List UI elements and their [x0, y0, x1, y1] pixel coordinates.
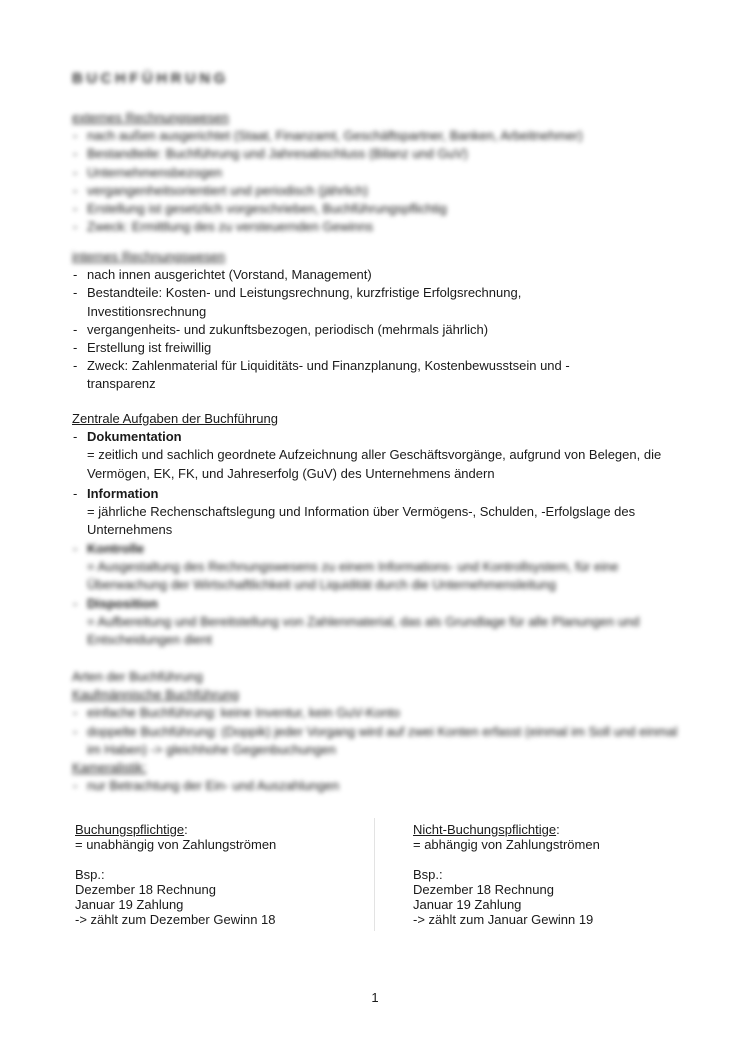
subheading-kaufm: Kaufmännische Buchführung — [72, 687, 239, 703]
page-title: BUCHFÜHRUNG — [72, 70, 229, 87]
list-item: - Bestandteile: Kosten- und Leistungsrechnung, kurzfristige Erfolgsrechnung, Investitionsrechnung — [72, 284, 612, 320]
page-number: 1 — [371, 990, 379, 1005]
example-line: -> zählt zum Januar Gewinn 19 — [413, 912, 594, 927]
task-term: Dokumentation — [87, 429, 182, 445]
list-item: - doppelte Buchführung: (Doppik) jeder Vorgang wird auf zwei Konten erfasst (einmal im Soll und einmal im Haben) -> gleichhohe Gegenbuchungen — [72, 723, 684, 759]
task-definition: = Aufbereitung und Bereitstellung von Zahlenmaterial, das als Grundlage für alle Planungen und Entscheidungen dient — [87, 613, 640, 648]
column-heading: Nicht-Buchungspflichtige — [413, 822, 557, 837]
column-heading: Buchungspflichtige — [75, 822, 185, 837]
list-item: - Erstellung ist gesetzlich vorgeschrieben, Buchführungspflichtig — [72, 200, 583, 218]
list-item: - Unternehmensbezogen — [72, 164, 583, 182]
internal-list — [72, 266, 612, 393]
task-term: Information — [87, 485, 159, 501]
list-item — [72, 595, 684, 650]
example-label: Bsp.: — [413, 867, 443, 882]
section-internal — [72, 248, 612, 394]
list-item: - nur Betrachtung der Ein- und Auszahlungen — [72, 777, 684, 795]
kameral-list — [72, 777, 684, 795]
column-line: = unabhängig von Zahlungströmen — [75, 837, 277, 852]
list-item — [72, 428, 684, 483]
column-buchungspflichtige — [75, 822, 276, 927]
tasks-list-continued — [72, 540, 684, 649]
list-item: - Zweck: Ermittlung des zu versteuernden Gewinns — [72, 218, 583, 236]
example-line: Januar 19 Zahlung — [413, 897, 522, 912]
list-item: - nach außen ausgerichtet (Staat, Finanzamt, Geschäftspartner, Banken, Arbeitnehmer) — [72, 127, 583, 145]
section-tasks-continued — [72, 540, 684, 649]
kaufm-list — [72, 704, 684, 759]
section-tasks — [72, 410, 684, 539]
section-types — [72, 668, 684, 795]
task-definition: = Ausgestaltung des Rechnungswesens zu einem Informations- und Kontrollsystem, für eine Überwachung der Wirtschaftlichkeit und Liquidität durch die Unternehmensleitung — [87, 559, 619, 593]
example-line: -> zählt zum Dezember Gewinn 18 — [75, 912, 276, 927]
section-heading-external: externes Rechnungswesen — [72, 110, 229, 125]
subheading-kameral: Kameralistik: — [72, 760, 147, 776]
column-divider — [374, 818, 375, 931]
list-item: - nach innen ausgerichtet (Vorstand, Management) — [72, 266, 612, 284]
task-term: Disposition — [87, 595, 158, 611]
column-nicht-buchungspflichtige — [413, 822, 600, 927]
example-line: Dezember 18 Rechnung — [75, 882, 216, 897]
column-line: = abhängig von Zahlungströmen — [413, 837, 600, 852]
task-term: Kontrolle — [87, 541, 145, 556]
column-heading-colon: : — [556, 822, 560, 837]
list-item — [72, 540, 684, 595]
section-heading-types: Arten der Buchführung — [72, 669, 203, 684]
external-list — [72, 127, 583, 236]
column-heading-colon: : — [184, 822, 188, 837]
section-heading-internal: internes Rechnungswesen — [72, 249, 226, 264]
example-line: Dezember 18 Rechnung — [413, 882, 554, 897]
example-line: Januar 19 Zahlung — [75, 897, 184, 912]
section-heading-tasks: Zentrale Aufgaben der Buchführung — [72, 411, 278, 426]
list-item: - Bestandteile: Buchführung und Jahresabschluss (Bilanz und GuV) — [72, 145, 583, 163]
section-external — [72, 109, 583, 236]
list-item: - Erstellung ist freiwillig — [72, 339, 612, 357]
list-item — [72, 485, 684, 540]
list-item: - Zweck: Zahlenmaterial für Liquiditäts- und Finanzplanung, Kostenbewusstsein und -transparenz — [72, 357, 612, 393]
task-definition: = zeitlich und sachlich geordnete Aufzeichnung aller Geschäftsvorgänge, aufgrund von Belegen, die Vermögen, EK, FK, und Jahreserfolg (GuV) des Unternehmens ändern — [87, 447, 662, 481]
tasks-list — [72, 428, 684, 539]
list-item: - vergangenheitsorientiert und periodisch (jährlich) — [72, 182, 583, 200]
list-item: - einfache Buchführung: keine Inventur, kein GuV-Konto — [72, 704, 684, 722]
list-item: - vergangenheits- und zukunftsbezogen, periodisch (mehrmals jährlich) — [72, 321, 612, 339]
example-label: Bsp.: — [75, 867, 105, 882]
task-definition: = jährliche Rechenschaftslegung und Information über Vermögens-, Schulden, -Erfolgslage des Unternehmens — [87, 504, 636, 538]
